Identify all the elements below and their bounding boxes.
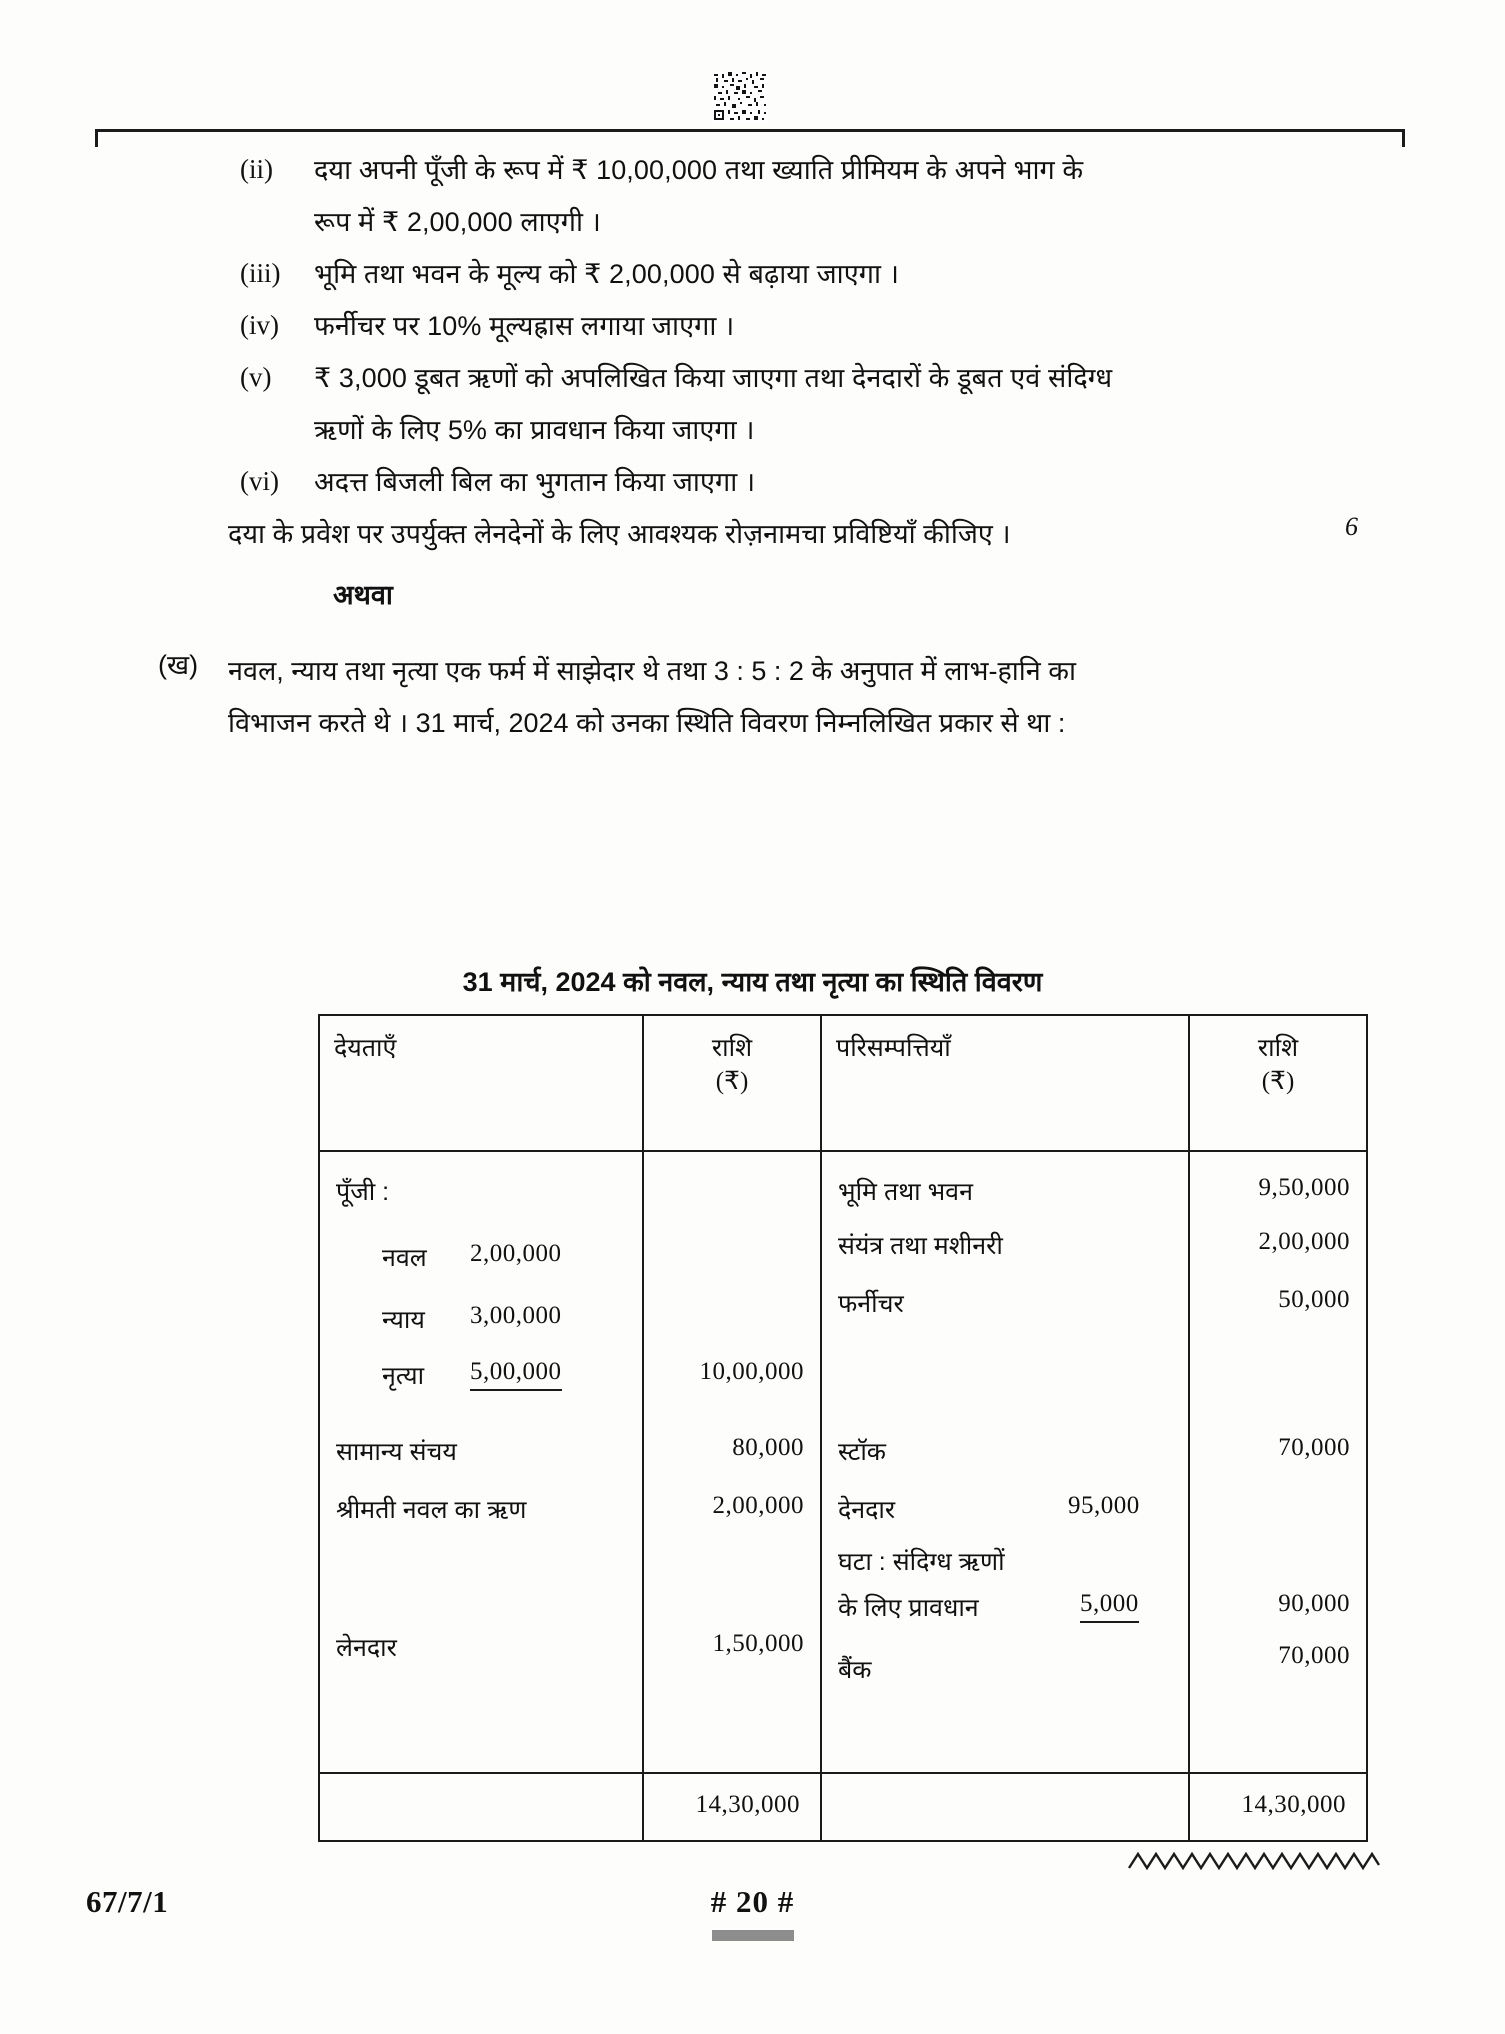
asset-label: देनदार: [838, 1496, 896, 1524]
column-header-assets: परिसम्पत्तियाँ: [821, 1015, 1189, 1151]
asset-label: फर्नीचर: [838, 1290, 904, 1318]
list-item: [228, 300, 1388, 352]
column-header-amount-assets: राशि (₹): [1189, 1015, 1367, 1151]
balance-sheet-table: [318, 1014, 1368, 1842]
liability-label: लेनदार: [336, 1634, 397, 1662]
list-item-marker: (iv): [240, 310, 279, 340]
liability-sub-amount: 5,00,000: [470, 1358, 562, 1391]
total-assets: 14,30,000: [1189, 1773, 1367, 1841]
balance-sheet-title: 31 मार्च, 2024 को नवल, न्याय तथा नृत्या का स्थिति विवरण: [462, 967, 1043, 997]
list-item-marker: (iii): [240, 258, 281, 288]
column-header-amount-liabilities: राशि (₹): [643, 1015, 821, 1151]
list-item: [228, 144, 1388, 248]
header-rule: [95, 129, 1405, 132]
instruction-text: दया के प्रवेश पर उपर्युक्त लेनदेनों के लिए आवश्यक रोज़नामचा प्रविष्टियाँ कीजिए ।: [228, 519, 1011, 549]
asset-sub-amount: 95,000: [1068, 1492, 1140, 1519]
list-item-marker: (ii): [240, 154, 273, 184]
header-rule-right-tick: [1402, 129, 1405, 147]
liability-amount: 80,000: [732, 1434, 804, 1461]
paper-code: 67/7/1: [86, 1884, 169, 1919]
asset-label: के लिए प्रावधान: [838, 1594, 979, 1622]
list-item-text: फर्नीचर पर 10% मूल्यह्रास लगाया जाएगा ।: [314, 311, 735, 341]
liabilities-amount-cell: [643, 1151, 821, 1773]
list-item: [228, 352, 1388, 456]
total-liabilities-label-cell: [319, 1773, 643, 1841]
total-liabilities: 14,30,000: [643, 1773, 821, 1841]
qr-code-icon: [712, 72, 768, 124]
liability-label: नवल: [382, 1244, 427, 1272]
liability-amount: 10,00,000: [699, 1358, 804, 1385]
assets-amount-cell: [1189, 1151, 1367, 1773]
asset-amount: 50,000: [1278, 1286, 1350, 1313]
liability-sub-amount: 2,00,000: [470, 1240, 562, 1267]
asset-amount: 2,00,000: [1258, 1228, 1350, 1255]
list-item: [228, 248, 1388, 300]
list-item-marker: (vi): [240, 466, 279, 496]
marks-value: 6: [1345, 512, 1358, 541]
assets-cell: [821, 1151, 1189, 1773]
table-header-row: [319, 1015, 1367, 1151]
liability-sub-amount: 3,00,000: [470, 1302, 562, 1329]
list-item-text: दया अपनी पूँजी के रूप में ₹ 10,00,000 तथा ख्याति प्रीमियम के अपने भाग के रूप में ₹ 2,00,000 लाएगी ।: [314, 155, 1084, 237]
header-rule-left-tick: [95, 129, 98, 147]
part-b-text: नवल, न्याय तथा नृत्या एक फर्म में साझेदार थे तथा 3 : 5 : 2 के अनुपात में लाभ-हानि का विभाजन करते थे । 31 मार्च, 2024 को उनका स्थिति विवरण निम्नलिखित प्रकार से था :: [228, 656, 1076, 738]
liability-amount: 2,00,000: [712, 1492, 804, 1519]
page-marker: # 20 #: [710, 1884, 795, 1919]
liabilities-cell: [319, 1151, 643, 1773]
liability-label: न्याय: [382, 1306, 425, 1334]
column-header-liabilities: देयताएँ: [319, 1015, 643, 1151]
asset-sub-amount: 5,000: [1080, 1590, 1139, 1623]
liability-label: पूँजी :: [336, 1178, 390, 1206]
asset-label: स्टॉक: [838, 1438, 887, 1466]
table-body-row: [319, 1151, 1367, 1773]
wave-divider-icon: [1128, 1848, 1380, 1876]
list-item-text: भूमि तथा भवन के मूल्य को ₹ 2,00,000 से बढ़ाया जाएगा ।: [314, 259, 900, 289]
or-label: अथवा: [333, 580, 393, 610]
part-label-kha: (ख): [158, 650, 199, 680]
table-total-row: [319, 1773, 1367, 1841]
asset-amount: 70,000: [1278, 1642, 1350, 1669]
liability-label: नृत्या: [382, 1362, 425, 1390]
liability-label: सामान्य संचय: [336, 1438, 457, 1466]
liability-amount: 1,50,000: [712, 1630, 804, 1657]
list-item-text: ₹ 3,000 डूबत ऋणों को अपलिखित किया जाएगा तथा देनदारों के डूबत एवं संदिग्ध ऋणों के लिए 5% का प्रावधान किया जाएगा ।: [314, 363, 1113, 445]
asset-label: संयंत्र तथा मशीनरी: [838, 1232, 1003, 1260]
asset-amount: 90,000: [1278, 1590, 1350, 1617]
list-item-marker: (v): [240, 362, 272, 392]
asset-label: घटा : संदिग्ध ऋणों: [838, 1548, 1005, 1576]
list-item-text: अदत्त बिजली बिल का भुगतान किया जाएगा ।: [314, 467, 756, 497]
liability-label: श्रीमती नवल का ऋण: [336, 1496, 527, 1524]
asset-amount: 9,50,000: [1258, 1174, 1350, 1201]
footer-bar: [712, 1930, 794, 1941]
asset-label: भूमि तथा भवन: [838, 1178, 973, 1206]
list-item: [228, 456, 1388, 508]
total-assets-label-cell: [821, 1773, 1189, 1841]
asset-amount: 70,000: [1278, 1434, 1350, 1461]
asset-label: बैंक: [838, 1656, 872, 1684]
